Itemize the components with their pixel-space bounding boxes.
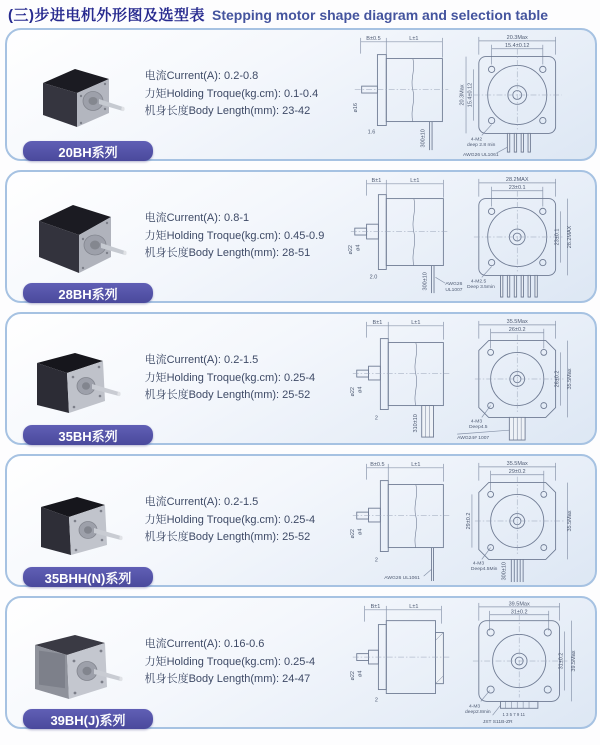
drawing-area-28bh: [344, 172, 595, 301]
dim-lead-label: 300±10: [420, 129, 427, 148]
dim-shaft-label: ø16: [353, 103, 360, 113]
note-labels: [465, 703, 526, 725]
screw-note-1: 4-M3: [468, 704, 481, 710]
wire-note: AWG26 UL1061: [463, 153, 499, 158]
part-outlines: [357, 621, 560, 709]
dim-b-label: B±1: [372, 319, 383, 326]
dim-bolt-width-label: 23±0.1: [508, 185, 526, 192]
drawing-area-35bh: [344, 314, 595, 443]
dim-bolt-width-label: 26±0.2: [508, 327, 526, 334]
dim-bolt-height-label: 15.4±0.12: [467, 82, 474, 108]
center-lines: [353, 615, 568, 698]
screw-note-1: 4-M2: [470, 137, 483, 143]
connector-note: JST S11B-ZR: [482, 720, 513, 726]
spec-list-39bhj: [145, 636, 344, 689]
spec-torque: 力矩Holding Troque(kg.cm): 0.25-4: [144, 371, 316, 384]
dimension-labels: [347, 176, 573, 294]
motor-photo-image: [13, 329, 139, 429]
spec-torque: 力矩Holding Troque(kg.cm): 0.25-4: [144, 655, 316, 668]
dim-bolt-width-label: 15.4±0.12: [504, 43, 530, 50]
dim-bolt-height-label: 23±0.1: [554, 228, 561, 246]
dimension-drawing-28bh: [344, 173, 591, 300]
motor-photo-20bh: [7, 30, 145, 159]
series-label-text: 28BH系列: [58, 286, 118, 302]
motor-photo-28bh: [7, 172, 145, 301]
dim-shaft2-label: ø4: [357, 528, 364, 536]
spec-current: 电流Current(A): 0.2-1.5: [144, 354, 259, 367]
dim-height-label: 35.5Max: [566, 368, 573, 390]
dim-shaft-label: ø22: [349, 671, 356, 681]
spec-current: 电流Current(A): 0.2-0.8: [144, 70, 259, 83]
spec-length: 机身长度Body Length(mm): 24-47: [144, 673, 311, 686]
dim-bolt-width-label: 31±0.2: [510, 609, 528, 616]
series-panel-39bhj: [5, 596, 597, 729]
dim-lead-label: 300±10: [422, 272, 429, 291]
drawing-area-39bhj: [344, 598, 595, 727]
series-label-28bh: [23, 283, 153, 303]
screw-note-1: 4-M3: [472, 561, 485, 567]
dim-l-label: L±1: [409, 35, 419, 42]
screw-note-2: Deep4.5Min: [470, 567, 498, 573]
dim-l-label: L±1: [409, 603, 419, 610]
motor-photo-35bh: [7, 314, 145, 443]
dimension-lines: [367, 176, 568, 283]
dim-l-label: L±1: [410, 177, 420, 184]
title-chinese: (三)步进电机外形图及选型表: [8, 7, 205, 24]
motor-photo-image: [13, 47, 139, 143]
spec-list-35bhhn: [145, 494, 344, 547]
dimension-drawing-35bhhn: [344, 457, 591, 584]
dim-front-label: 2.0: [369, 274, 378, 281]
screw-note-1: 4-M3: [470, 419, 483, 425]
series-panel-28bh: [5, 170, 597, 303]
drawing-area-20bh: [344, 30, 595, 159]
motor-photo-image: [13, 471, 139, 571]
spec-current: 电流Current(A): 0.16-0.6: [144, 638, 265, 651]
dim-b-label: B±1: [371, 177, 382, 184]
dim-front-label: 2: [374, 557, 378, 564]
dim-bolt-width-label: 29±0.2: [508, 469, 526, 476]
dim-height-label: 35.5Max: [566, 510, 573, 532]
dimension-lines: [365, 603, 572, 718]
dim-shaft2-label: ø4: [357, 670, 364, 678]
motor-photo-image: [13, 187, 139, 287]
dim-l-label: L±1: [411, 319, 421, 326]
dimension-drawing-35bh: [344, 315, 591, 442]
dim-b-label: B±0.5: [366, 35, 381, 42]
dimension-labels: [350, 461, 573, 580]
dimension-labels: [353, 35, 529, 148]
note-labels: [445, 278, 495, 293]
dim-lead-label: 310±10: [412, 414, 419, 433]
dim-height-label: 39.5Max: [570, 650, 577, 672]
series-label-35bhhn: [23, 567, 153, 587]
spec-length: 机身长度Body Length(mm): 25-52: [144, 531, 311, 544]
series-label-text: 39BH(J)系列: [50, 712, 126, 728]
dim-width-label: 28.2MAX: [505, 176, 529, 183]
dim-width-label: 35.5Max: [506, 460, 528, 467]
dim-shaft2-label: ø4: [355, 244, 362, 252]
series-panel-35bh: [5, 312, 597, 445]
part-outlines: [357, 481, 556, 582]
note-labels: [457, 418, 489, 441]
drawing-area-35bhhn: [344, 456, 595, 585]
dimension-labels: [350, 601, 577, 703]
series-label-text: 35BH系列: [58, 428, 118, 444]
dim-height-label: 20.3Max: [459, 84, 466, 106]
wire-note: AWG24# 1007: [457, 436, 490, 442]
spec-length: 机身长度Body Length(mm): 25-52: [144, 389, 311, 402]
center-lines: [351, 191, 564, 272]
dim-front-label: 2: [374, 415, 378, 422]
dim-shaft-label: ø22: [349, 529, 356, 539]
dim-l-label: L±1: [411, 461, 421, 468]
dim-bolt-height-label: 26±0.2: [554, 370, 561, 388]
spec-list-20bh: [145, 68, 344, 121]
dim-shaft-label: ø22: [347, 245, 354, 255]
dim-height-label: 28.2MAX: [566, 225, 573, 249]
dim-width-label: 20.3Max: [506, 34, 528, 41]
spec-current: 电流Current(A): 0.8-1: [144, 212, 250, 225]
wire-note: AWG26 UL1061: [384, 576, 420, 582]
screw-note-2: Deep4.5: [468, 425, 488, 431]
spec-length: 机身长度Body Length(mm): 28-51: [144, 247, 311, 260]
dim-shaft-label: ø22: [349, 387, 356, 397]
spec-list-28bh: [145, 210, 344, 263]
spec-torque: 力矩Holding Troque(kg.cm): 0.1-0.4: [144, 87, 319, 100]
dim-b-label: B±0.5: [370, 461, 385, 468]
pin-numbers: 1 3 5 7 9 11: [502, 712, 525, 718]
dim-shaft2-label: ø4: [357, 386, 364, 394]
note-labels: [384, 560, 497, 581]
dimension-drawing-20bh: [344, 31, 591, 158]
screw-note-2: deep2.8min: [465, 710, 491, 716]
spec-torque: 力矩Holding Troque(kg.cm): 0.25-4: [144, 513, 316, 526]
spec-current: 电流Current(A): 0.2-1.5: [144, 496, 259, 509]
page-title: [0, 0, 600, 28]
motor-photo-39bhj: [7, 598, 145, 727]
dim-front-label: 2: [374, 697, 378, 704]
motor-photo-image: [13, 611, 139, 715]
screw-note-2: deep 2.8 min: [467, 143, 496, 149]
dimension-drawing-39bhj: [344, 599, 591, 726]
wire-note-2: UL1007: [445, 288, 463, 294]
wire-note-1: AWG26: [445, 282, 463, 288]
dim-width-label: 39.5Max: [508, 601, 530, 608]
screw-note-1: 4-M2.5: [470, 279, 487, 285]
center-lines: [355, 49, 562, 130]
dim-front-label: 1.6: [367, 129, 376, 136]
series-label-text: 20BH系列: [58, 144, 118, 160]
dim-lead-label: 300±10: [501, 562, 508, 581]
dim-width-label: 35.5Max: [506, 318, 528, 325]
series-label-39bhj: [23, 709, 153, 729]
series-panel-20bh: [5, 28, 597, 161]
spec-list-35bh: [145, 352, 344, 405]
spec-torque: 力矩Holding Troque(kg.cm): 0.45-0.9: [144, 229, 325, 242]
dim-bolt-height-label: 31±0.2: [558, 652, 565, 670]
motor-photo-35bhhn: [7, 456, 145, 585]
part-outlines: [357, 339, 556, 440]
series-label-20bh: [23, 141, 153, 161]
dim-b-label: B±1: [370, 603, 381, 610]
series-label-text: 35BHH(N)系列: [44, 570, 132, 586]
series-label-35bh: [23, 425, 153, 445]
title-english: Stepping motor shape diagram and selection table: [212, 7, 549, 23]
spec-length: 机身长度Body Length(mm): 23-42: [144, 105, 311, 118]
dimension-labels: [350, 319, 573, 433]
note-labels: [463, 136, 499, 158]
screw-note-2: Deep 3.5min: [467, 285, 495, 291]
dim-bolt-height-label: 29±0.2: [465, 512, 472, 530]
series-panel-35bhhn: [5, 454, 597, 587]
